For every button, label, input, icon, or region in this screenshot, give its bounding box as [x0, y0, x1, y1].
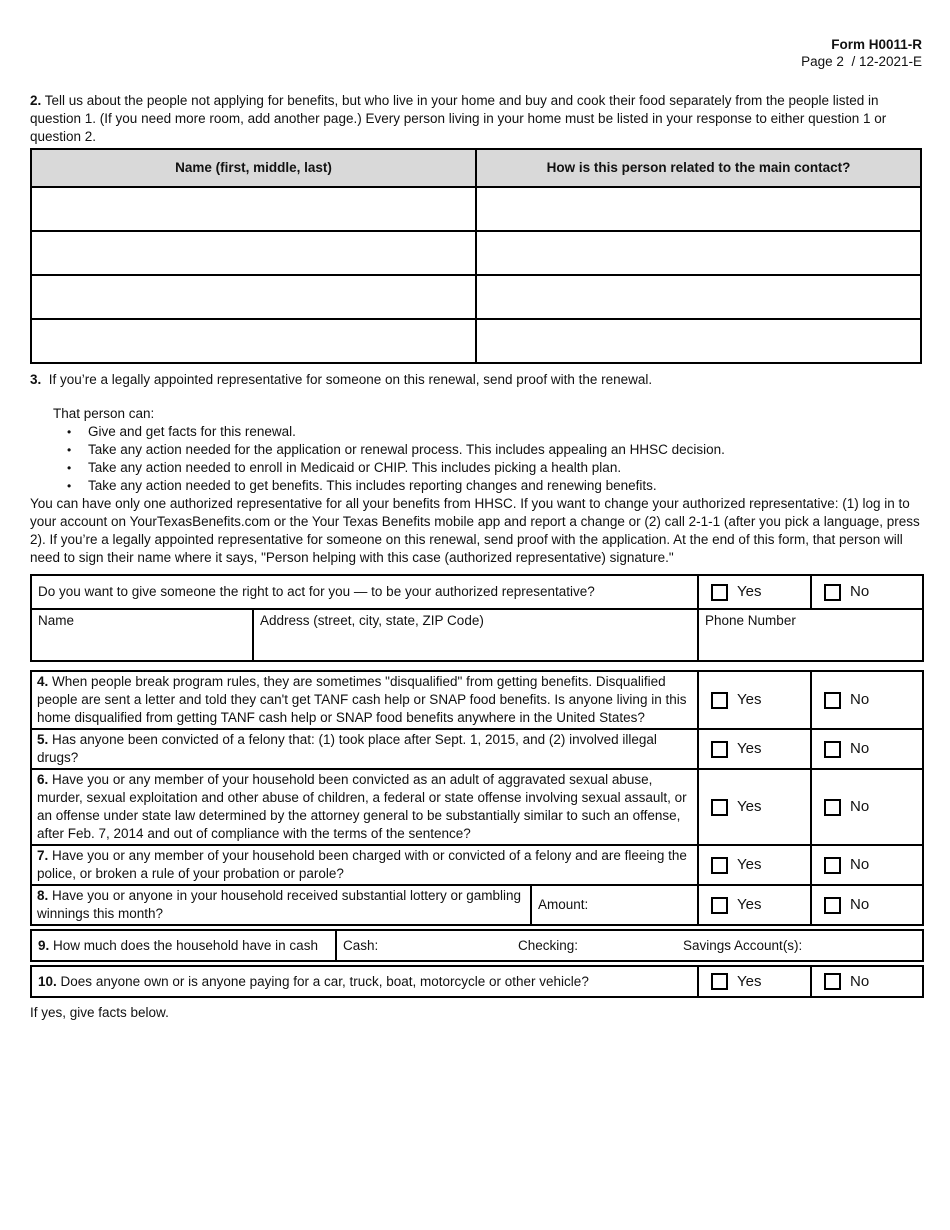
- q7-no-cell: [811, 845, 923, 885]
- yes-label: Yes: [737, 740, 762, 757]
- no-label: No: [850, 740, 870, 757]
- auth-rep-no-cell: [811, 575, 923, 609]
- authorized-rep-table: [30, 574, 924, 662]
- q6-no-cell: [811, 769, 923, 845]
- relation-input-cell[interactable]: [476, 275, 921, 319]
- q8-no-checkbox[interactable]: [824, 897, 841, 914]
- name-field-label: Name: [38, 613, 75, 628]
- question-2-number: 2.: [30, 93, 42, 108]
- bullet-text: Take any action needed to get benefits. This includes reporting changes and renewing benefits.: [88, 478, 657, 493]
- yes-label: Yes: [737, 972, 762, 990]
- table-row: [31, 231, 921, 275]
- column-header-name: Name (first, middle, last): [31, 149, 476, 187]
- checking-field-label: Checking:: [518, 937, 579, 953]
- name-input-cell[interactable]: [31, 275, 476, 319]
- auth-rep-name-field[interactable]: [31, 609, 253, 661]
- table-row: [31, 275, 921, 319]
- question-2-text: 2. Tell us about the people not applying for benefits, but who live in your home and buy and cook their food separately from the people listed in question 1. (If you need more room, add another page.) Every person living in your home must be listed in your response to either question 1 or question 2.: [30, 93, 887, 144]
- auth-rep-phone-field[interactable]: [698, 609, 923, 661]
- yes-label: Yes: [737, 798, 762, 815]
- q4-yes-cell: [698, 671, 811, 729]
- q5-yes-checkbox[interactable]: [711, 741, 728, 758]
- question-3-number: 3.: [30, 372, 42, 387]
- q4-yes-checkbox[interactable]: [711, 692, 728, 709]
- relation-input-cell[interactable]: [476, 319, 921, 363]
- bullet-item: [30, 423, 922, 441]
- document-header: [30, 36, 922, 70]
- no-label: No: [850, 798, 870, 815]
- address-field-label: Address (street, city, state, ZIP Code): [260, 613, 484, 628]
- table-row: [31, 187, 921, 231]
- bullet-icon: •: [67, 443, 72, 457]
- bullet-text: Give and get facts for this renewal.: [88, 424, 296, 439]
- authorized-rep-paragraph: You can have only one authorized representative for all your benefits from HHSC. If you want to change your authorized representative: (1) log in to your account on YourTexasBenefits.com or the Your Texas Benefits mobile app and report a change or (2) call 2-1-1 (after you pick a language, press 2). If you’re a legally appointed representative for someone on this renewal, send proof with the application. At the end of this form, that person will need to sign their name where it says, "Person helping with this case (authorized representative) signature.": [30, 496, 920, 565]
- question-10-table: [30, 965, 924, 998]
- savings-field-label: Savings Account(s):: [683, 937, 803, 953]
- question-10-text: 10. Does anyone own or is anyone paying for a car, truck, boat, motorcycle or other vehicle?: [31, 966, 698, 997]
- question-3-text: 3. If you’re a legally appointed representative for someone on this renewal, send proof with the renewal.: [30, 372, 653, 387]
- no-label: No: [850, 583, 870, 600]
- yes-label: Yes: [737, 691, 762, 708]
- name-input-cell[interactable]: [31, 319, 476, 363]
- bullet-item: [30, 459, 922, 477]
- q7-yes-cell: [698, 845, 811, 885]
- no-label: No: [850, 896, 870, 913]
- q10-yes-checkbox[interactable]: [711, 973, 728, 990]
- question-4-text: 4. When people break program rules, they are sometimes "disqualified" from getting benefits. Disqualified people are sent a letter and told they can't get TANF cash help or SNAP food benefits. Is anyone living in this home disqualified from getting TANF cash help or SNAP food benefits anywhere in the United States?: [31, 671, 698, 729]
- cash-field-label: Cash:: [343, 937, 379, 953]
- q8-yes-checkbox[interactable]: [711, 897, 728, 914]
- question-8-text: 8. Have you or anyone in your household received substantial lottery or gambling winnings this month?: [31, 885, 531, 925]
- q8-yes-cell: [698, 885, 811, 925]
- auth-rep-question: Do you want to give someone the right to act for you — to be your authorized representative?: [31, 575, 698, 609]
- column-header-relation: How is this person related to the main contact?: [476, 149, 921, 187]
- amount-label: Amount:: [538, 897, 589, 912]
- if-yes-note: If yes, give facts below.: [30, 1005, 169, 1020]
- auth-rep-yes-cell: [698, 575, 811, 609]
- person-can-label: That person can:: [53, 406, 155, 421]
- relation-input-cell[interactable]: [476, 231, 921, 275]
- no-label: No: [850, 691, 870, 708]
- bullet-icon: •: [67, 479, 72, 493]
- page-revision-line: Page 2 / 12-2021-E: [801, 54, 922, 69]
- bullet-text: Take any action needed for the application or renewal process. This includes appealing an HHSC decision.: [88, 442, 725, 457]
- auth-rep-no-checkbox[interactable]: [824, 584, 841, 601]
- bullet-item: [30, 441, 922, 459]
- question-9-text: 9. How much does the household have in cash: [31, 930, 336, 961]
- q6-no-checkbox[interactable]: [824, 799, 841, 816]
- name-input-cell[interactable]: [31, 187, 476, 231]
- q6-yes-checkbox[interactable]: [711, 799, 728, 816]
- no-label: No: [850, 856, 870, 873]
- table-row: [31, 319, 921, 363]
- form-number: Form H0011-R: [831, 37, 922, 52]
- q4-no-cell: [811, 671, 923, 729]
- q4-no-checkbox[interactable]: [824, 692, 841, 709]
- q5-no-cell: [811, 729, 923, 769]
- questions-4-8-table: [30, 670, 924, 926]
- auth-rep-address-field[interactable]: [253, 609, 698, 661]
- question-9-table: [30, 929, 924, 962]
- q8-amount-field[interactable]: [531, 885, 698, 925]
- q9-amounts-cell[interactable]: [336, 930, 923, 961]
- yes-label: Yes: [737, 856, 762, 873]
- phone-field-label: Phone Number: [705, 613, 796, 628]
- question-7-text: 7. Have you or any member of your household been charged with or convicted of a felony and are fleeing the police, or broken a rule of your probation or parole?: [31, 845, 698, 885]
- q6-yes-cell: [698, 769, 811, 845]
- question-5-text: 5. Has anyone been convicted of a felony that: (1) took place after Sept. 1, 2015, and (2) involved illegal drugs?: [31, 729, 698, 769]
- relation-input-cell[interactable]: [476, 187, 921, 231]
- bullet-icon: •: [67, 425, 72, 439]
- q10-yes-cell: [698, 966, 811, 997]
- yes-label: Yes: [737, 583, 762, 600]
- household-members-table: [30, 148, 922, 364]
- bullet-text: Take any action needed to enroll in Medicaid or CHIP. This includes picking a health plan.: [88, 460, 622, 475]
- q10-no-cell: [811, 966, 923, 997]
- q7-yes-checkbox[interactable]: [711, 857, 728, 874]
- no-label: No: [850, 972, 870, 990]
- question-6-text: 6. Have you or any member of your household been convicted as an adult of aggravated sexual abuse, murder, sexual exploitation and other abuse of children, a federal or state offense involving sexual assault, or an offense under state law determined by the attorney general to be substantially similar to such an offense, after Feb. 7, 2014 and out of compliance with the terms of the sentence?: [31, 769, 698, 845]
- q5-no-checkbox[interactable]: [824, 741, 841, 758]
- q7-no-checkbox[interactable]: [824, 857, 841, 874]
- auth-rep-yes-checkbox[interactable]: [711, 584, 728, 601]
- yes-label: Yes: [737, 896, 762, 913]
- bullet-item: [30, 477, 922, 495]
- q5-yes-cell: [698, 729, 811, 769]
- bullet-icon: •: [67, 461, 72, 475]
- q8-no-cell: [811, 885, 923, 925]
- name-input-cell[interactable]: [31, 231, 476, 275]
- q10-no-checkbox[interactable]: [824, 973, 841, 990]
